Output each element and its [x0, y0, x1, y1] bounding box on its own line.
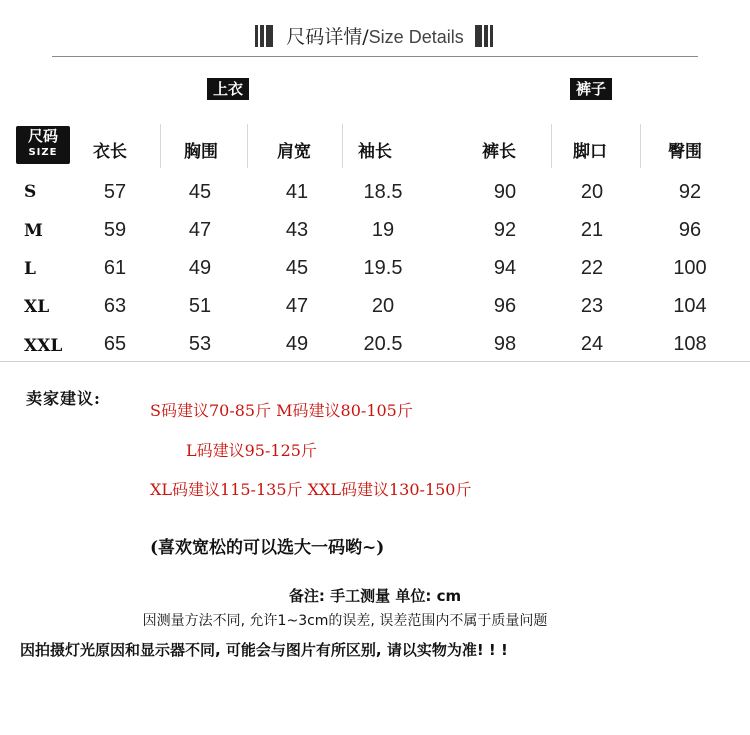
column-separator: [342, 124, 343, 168]
bars-left-icon: [255, 25, 275, 47]
row-size-label: S: [24, 182, 37, 202]
col-header: 袖长: [358, 142, 392, 162]
col-header: 脚口: [573, 142, 607, 162]
table-bottom-rule: [0, 361, 750, 362]
bars-right-icon: [475, 25, 495, 47]
table-cell: 59: [103, 219, 127, 241]
seller-advice-label: 卖家建议:: [26, 389, 101, 408]
table-cell: 92: [493, 219, 517, 241]
table-cell: 98: [493, 333, 517, 355]
column-separator: [247, 124, 248, 168]
table-cell: 24: [580, 333, 604, 355]
error-note: 因测量方法不同, 允许1~3cm的误差, 误差范围内不属于质量问题: [142, 613, 548, 629]
table-cell: 41: [285, 181, 309, 203]
table-cell: 20.5: [363, 333, 403, 355]
table-cell: 20: [580, 181, 604, 203]
col-header: 胸围: [184, 142, 218, 162]
table-cell: 45: [188, 181, 212, 203]
row-size-label: XXL: [24, 336, 63, 356]
table-cell: 51: [188, 295, 212, 317]
size-badge-cn: 尺码: [27, 127, 58, 145]
table-cell: 108: [673, 333, 707, 355]
section-tag-top: 上衣: [207, 78, 249, 100]
table-cell: 49: [188, 257, 212, 279]
table-cell: 23: [580, 295, 604, 317]
column-separator: [640, 124, 641, 168]
table-cell: 47: [285, 295, 309, 317]
column-separator: [551, 124, 552, 168]
column-separator: [160, 124, 161, 168]
table-cell: 22: [580, 257, 604, 279]
page-title: 尺码详情/Size Details: [286, 26, 464, 48]
table-cell: 19.5: [363, 257, 403, 279]
table-cell: 96: [493, 295, 517, 317]
row-size-label: M: [24, 221, 43, 241]
col-header: 臀围: [668, 142, 702, 162]
row-size-label: XL: [24, 297, 50, 317]
page-header: [0, 22, 750, 58]
size-badge: [16, 126, 70, 164]
col-header: 裤长: [482, 142, 516, 162]
col-header: 衣长: [93, 142, 127, 162]
header-rule: [52, 56, 698, 57]
table-cell: 18.5: [363, 181, 403, 203]
measurement-remark: 备注: 手工测量 单位: cm: [288, 587, 462, 605]
table-cell: 21: [580, 219, 604, 241]
size-badge-en: SIZE: [28, 147, 58, 158]
table-cell: 61: [103, 257, 127, 279]
table-cell: 92: [678, 181, 702, 203]
row-size-label: L: [24, 259, 36, 279]
table-cell: 94: [493, 257, 517, 279]
table-cell: 53: [188, 333, 212, 355]
table-cell: 49: [285, 333, 309, 355]
recommendation-line: XL码建议115-135斤 XXL码建议130-150斤: [150, 480, 472, 499]
recommendation-line: S码建议70-85斤 M码建议80-105斤: [150, 401, 413, 420]
table-cell: 47: [188, 219, 212, 241]
table-cell: 45: [285, 257, 309, 279]
table-cell: 63: [103, 295, 127, 317]
size-tip: (喜欢宽松的可以选大一码哟~): [150, 538, 385, 558]
section-tag-pants: 裤子: [570, 78, 612, 100]
table-cell: 20: [371, 295, 395, 317]
recommendation-line: L码建议95-125斤: [186, 441, 317, 460]
table-cell: 96: [678, 219, 702, 241]
table-cell: 104: [673, 295, 707, 317]
disclaimer-note: 因拍摄灯光原因和显示器不同, 可能会与图片有所区别, 请以实物为准! ! !: [20, 641, 508, 659]
table-cell: 57: [103, 181, 127, 203]
table-cell: 19: [371, 219, 395, 241]
table-cell: 90: [493, 181, 517, 203]
table-cell: 100: [673, 257, 707, 279]
col-header: 肩宽: [277, 142, 311, 162]
table-cell: 65: [103, 333, 127, 355]
table-cell: 43: [285, 219, 309, 241]
